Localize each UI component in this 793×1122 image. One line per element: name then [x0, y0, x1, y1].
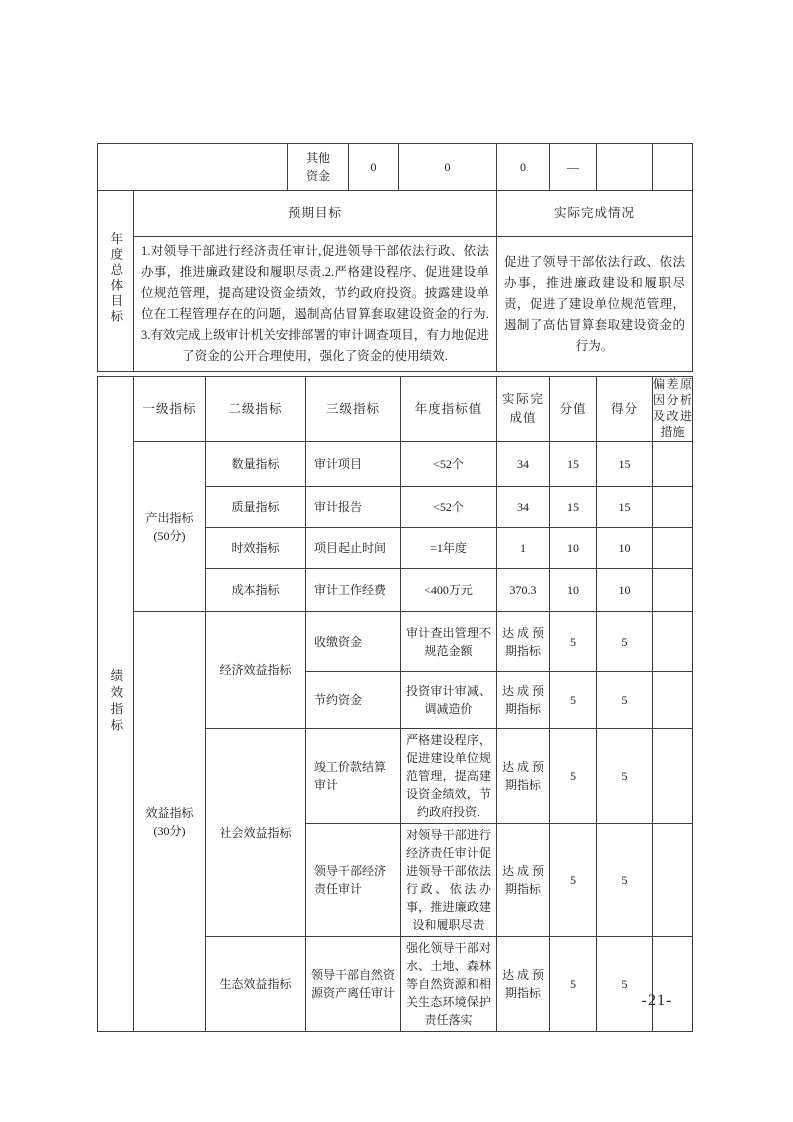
- economic-benefit-group-cell: 经济效益指标: [206, 612, 306, 729]
- benefit-indicators-weight: (30分): [153, 823, 186, 838]
- deviation-header: 偏差原因分析及改进措施: [653, 377, 693, 442]
- target-cell: 强化领导干部对水、土地、森林等自然资源和相关生态环境保护责任落实: [401, 937, 497, 1032]
- level3-cell: 审计工作经费: [306, 569, 401, 612]
- other-funds-label: 其他资金: [305, 151, 330, 183]
- level3-cell: 审计项目: [306, 442, 401, 487]
- indicators-side-cell: [98, 377, 134, 1032]
- level3-cell: 收缴资金: [306, 612, 401, 672]
- output-indicators-label: 产出指标: [145, 510, 194, 525]
- level3-cell: 审计报告: [306, 487, 401, 528]
- goals-body-row: [98, 237, 693, 372]
- expected-goals-text: 1.对领导干部进行经济责任审计,促进领导干部依法行政、依法办事，推进廉政建设和履职尽责.2.严格建设程序、促进建设单位规范管理，提高建设资金绩效，节约政府投资。披露建设单位在工程管理存在的问题，遏制高估冒算套取建设资金的行为.3.有效完成上级审计机关安排部署的审计调查项目，有力地促进了资金的公开合理使用，强化了资金的使用绩效.: [134, 237, 497, 372]
- empty-cell: [98, 144, 288, 191]
- score-cell: 5: [597, 612, 653, 672]
- level3-header: 三级指标: [306, 377, 401, 442]
- points-cell: 15: [550, 487, 597, 528]
- level3-cell: 节约资金: [306, 672, 401, 729]
- actual-completion-header: 实际完成情况: [497, 191, 693, 237]
- points-header: 分值: [550, 377, 597, 442]
- target-cell: 对领导干部进行经济责任审计促进领导干部依法行政、依法办事，推进廉政建设和履职尽责: [401, 824, 497, 937]
- actual-cell: 达成预期指标: [497, 824, 550, 937]
- points-cell: 15: [550, 442, 597, 487]
- actual-header: 实际完成值: [497, 377, 550, 442]
- other-funds-value-2: 0: [399, 144, 497, 191]
- indicators-side-label: 绩效指标: [108, 668, 123, 735]
- empty-cell: [653, 144, 693, 191]
- performance-indicators-table: [97, 376, 693, 1032]
- level3-cell: 竣工价款结算审计: [306, 729, 401, 824]
- ecological-benefit-group-cell: 生态效益指标: [206, 937, 306, 1032]
- actual-cell: 34: [497, 487, 550, 528]
- target-header: 年度指标值: [401, 377, 497, 442]
- score-cell: 15: [597, 442, 653, 487]
- points-cell: 5: [550, 729, 597, 824]
- page-number: -21-: [641, 992, 673, 1009]
- target-cell: <400万元: [401, 569, 497, 612]
- indicator-row-quantity: [98, 442, 693, 487]
- actual-cell: 达成预期指标: [497, 612, 550, 672]
- deviation-cell: [653, 487, 693, 528]
- deviation-cell: [653, 442, 693, 487]
- points-cell: 10: [550, 528, 597, 569]
- annual-goals-side-label: 年度总体目标: [108, 232, 123, 325]
- other-funds-value-1: 0: [349, 144, 399, 191]
- actual-cell: 达成预期指标: [497, 729, 550, 824]
- level3-cell: 领导干部经济责任审计: [306, 824, 401, 937]
- actual-cell: 达成预期指标: [497, 937, 550, 1032]
- benefit-indicators-label: 效益指标: [145, 805, 194, 820]
- score-cell: 15: [597, 487, 653, 528]
- score-header: 得分: [597, 377, 653, 442]
- target-cell: 投资审计审减、调减造价: [401, 672, 497, 729]
- table-content: [97, 143, 692, 1032]
- target-cell: <52个: [401, 487, 497, 528]
- score-cell: 5: [597, 672, 653, 729]
- score-cell: 10: [597, 569, 653, 612]
- deviation-cell: [653, 937, 693, 1032]
- indicators-header-row: [98, 377, 693, 442]
- deviation-cell: [653, 729, 693, 824]
- actual-completion-text: 促进了领导干部依法行政、依法办事，推进廉政建设和履职尽责，促进了建设单位规范管理，遏制了高估冒算套取建设资金的行为。: [497, 237, 693, 372]
- target-cell: <52个: [401, 442, 497, 487]
- deviation-cell: [653, 612, 693, 672]
- deviation-cell: [653, 672, 693, 729]
- benefit-indicators-group-cell: [134, 612, 206, 1032]
- deviation-cell: [653, 569, 693, 612]
- level2-cell: 时效指标: [206, 528, 306, 569]
- social-benefit-group-cell: 社会效益指标: [206, 729, 306, 937]
- score-cell: 10: [597, 528, 653, 569]
- other-funds-dash: —: [550, 144, 597, 191]
- points-cell: 5: [550, 824, 597, 937]
- actual-cell: 1: [497, 528, 550, 569]
- target-cell: =1年度: [401, 528, 497, 569]
- level3-cell: 项目起止时间: [306, 528, 401, 569]
- expected-goals-header: 预期目标: [134, 191, 497, 237]
- level1-header: 一级指标: [134, 377, 206, 442]
- actual-cell: 370.3: [497, 569, 550, 612]
- points-cell: 10: [550, 569, 597, 612]
- indicator-row-collected-funds: [98, 612, 693, 672]
- other-funds-label-cell: [288, 144, 349, 191]
- output-indicators-weight: (50分): [153, 528, 186, 543]
- level2-header: 二级指标: [206, 377, 306, 442]
- empty-cell: [597, 144, 653, 191]
- output-indicators-group-cell: [134, 442, 206, 612]
- score-cell: 5: [597, 729, 653, 824]
- other-funds-value-3: 0: [497, 144, 550, 191]
- points-cell: 5: [550, 672, 597, 729]
- level2-cell: 数量指标: [206, 442, 306, 487]
- actual-cell: 34: [497, 442, 550, 487]
- target-cell: 审计查出管理不规范金额: [401, 612, 497, 672]
- carryover-funds-table-fragment: [97, 143, 693, 191]
- target-cell: 严格建设程序，促进建设单位规范管理，提高建设资金绩效，节约政府投资.: [401, 729, 497, 824]
- annual-goals-table: [97, 190, 693, 372]
- score-cell: 5: [597, 824, 653, 937]
- level2-cell: 质量指标: [206, 487, 306, 528]
- annual-goals-side-cell: [98, 191, 134, 372]
- points-cell: 5: [550, 937, 597, 1032]
- other-funds-row: [98, 144, 693, 191]
- points-cell: 5: [550, 612, 597, 672]
- level2-cell: 成本指标: [206, 569, 306, 612]
- level3-cell: 领导干部自然资源资产离任审计: [306, 937, 401, 1032]
- actual-cell: 达成预期指标: [497, 672, 550, 729]
- deviation-cell: [653, 824, 693, 937]
- deviation-cell: [653, 528, 693, 569]
- goals-header-row: [98, 191, 693, 237]
- score-cell: 5: [597, 937, 653, 1032]
